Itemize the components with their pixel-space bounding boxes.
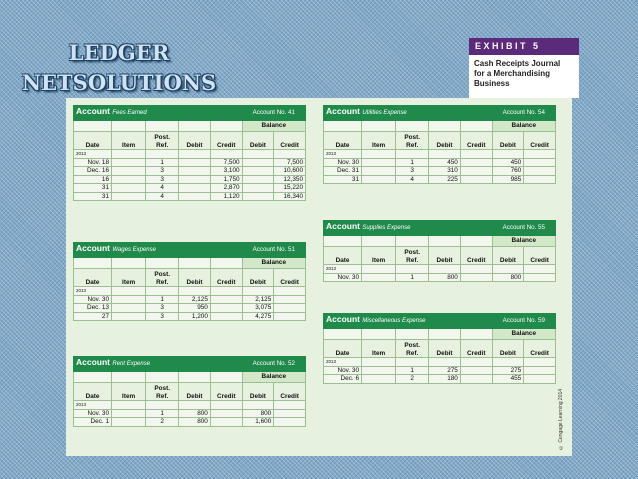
account-number: Account No. 51 <box>242 243 305 258</box>
row-date: Nov. 30 <box>74 409 112 418</box>
row-balance-credit: 10,600 <box>274 167 306 176</box>
row-balance-debit <box>242 158 274 167</box>
row-debit: 950 <box>179 304 211 313</box>
row-date: Dec. 31 <box>324 167 362 176</box>
year-label: 2013 <box>74 401 112 410</box>
col-balance-debit: Debit <box>492 247 524 265</box>
row-post-ref: 2 <box>396 375 429 384</box>
col-date: Date <box>74 132 112 150</box>
row-item <box>362 175 396 184</box>
col-debit: Debit <box>179 269 211 287</box>
row-credit: 1,750 <box>210 175 242 184</box>
row-balance-credit: 16,340 <box>274 192 306 201</box>
row-balance-debit <box>242 184 274 193</box>
exhibit-caption-line1: Cash Receipts Journal <box>474 59 561 68</box>
row-balance-credit <box>524 366 556 375</box>
row-balance-debit: 760 <box>492 167 524 176</box>
table-row <box>74 175 306 184</box>
copyright-note: © Cengage Learning 2014 <box>558 388 564 450</box>
row-balance-credit <box>524 175 556 184</box>
row-date: Dec. 6 <box>324 375 362 384</box>
row-debit: 310 <box>429 167 461 176</box>
col-balance-credit: Credit <box>274 269 306 287</box>
row-debit <box>179 158 211 167</box>
year-label: 2013 <box>324 265 362 274</box>
account-name <box>324 221 493 236</box>
account-title: Wages Expense <box>112 247 156 254</box>
row-balance-debit <box>242 167 274 176</box>
row-credit <box>460 273 492 282</box>
account-title: Miscellaneous Expense <box>362 318 426 325</box>
row-post-ref: 1 <box>396 273 429 282</box>
row-balance-debit: 800 <box>242 409 274 418</box>
row-balance-credit: 12,350 <box>274 175 306 184</box>
account-word: Account <box>326 221 360 232</box>
col-item: Item <box>112 383 146 401</box>
row-date: Dec. 1 <box>74 418 112 427</box>
col-debit: Debit <box>429 132 461 150</box>
row-credit <box>460 366 492 375</box>
ledger-account <box>73 356 306 427</box>
col-item: Item <box>362 247 396 265</box>
col-debit: Debit <box>179 383 211 401</box>
col-balance-credit: Credit <box>274 132 306 150</box>
row-debit: 800 <box>179 409 211 418</box>
col-item: Item <box>362 340 396 358</box>
year-label: 2013 <box>324 358 362 367</box>
balance-header: Balance <box>242 121 305 132</box>
row-balance-debit: 455 <box>492 375 524 384</box>
row-date: 16 <box>74 175 112 184</box>
row-balance-debit: 450 <box>492 158 524 167</box>
row-post-ref: 1 <box>146 409 179 418</box>
row-credit <box>460 158 492 167</box>
year-label: 2013 <box>74 287 112 296</box>
row-post-ref: 1 <box>396 158 429 167</box>
row-debit: 800 <box>429 273 461 282</box>
col-credit: Credit <box>210 269 242 287</box>
row-date: Dec. 13 <box>74 304 112 313</box>
row-item <box>362 366 396 375</box>
row-balance-debit: 2,125 <box>242 295 274 304</box>
table-row <box>324 167 556 176</box>
row-debit: 2,125 <box>179 295 211 304</box>
ledger-account <box>323 220 556 282</box>
col-date: Date <box>324 132 362 150</box>
col-date: Date <box>74 269 112 287</box>
row-date: Nov. 30 <box>324 273 362 282</box>
row-credit <box>210 409 242 418</box>
row-item <box>112 167 146 176</box>
row-balance-credit <box>524 273 556 282</box>
slide-title <box>8 38 230 98</box>
row-credit <box>210 295 242 304</box>
col-balance-credit: Credit <box>524 132 556 150</box>
row-date: 31 <box>74 184 112 193</box>
row-balance-debit: 3,075 <box>242 304 274 313</box>
year-label: 2013 <box>324 150 362 159</box>
row-item <box>362 273 396 282</box>
row-item <box>112 184 146 193</box>
row-item <box>112 312 146 321</box>
row-post-ref: 1 <box>396 366 429 375</box>
row-post-ref: 3 <box>146 175 179 184</box>
col-balance-credit: Credit <box>524 340 556 358</box>
year-label: 2013 <box>74 150 112 159</box>
row-date: Nov. 30 <box>324 366 362 375</box>
col-date: Date <box>324 340 362 358</box>
row-balance-debit: 985 <box>492 175 524 184</box>
col-balance-debit: Debit <box>242 383 274 401</box>
row-balance-debit: 275 <box>492 366 524 375</box>
table-row <box>74 167 306 176</box>
row-date: 31 <box>324 175 362 184</box>
account-number: Account No. 41 <box>242 106 305 121</box>
row-item <box>112 158 146 167</box>
col-balance-debit: Debit <box>492 340 524 358</box>
table-row <box>74 158 306 167</box>
row-post-ref: 1 <box>146 158 179 167</box>
account-word: Account <box>326 106 360 117</box>
row-debit: 1,200 <box>179 312 211 321</box>
account-word: Account <box>76 106 110 117</box>
row-balance-debit: 1,600 <box>242 418 274 427</box>
row-balance-credit <box>524 375 556 384</box>
account-title: Supplies Expense <box>362 225 411 232</box>
col-post-ref: Post. Ref. <box>146 383 179 401</box>
row-credit: 7,500 <box>210 158 242 167</box>
row-date: Nov. 30 <box>74 295 112 304</box>
col-balance-debit: Debit <box>242 269 274 287</box>
row-balance-credit <box>274 312 306 321</box>
row-debit: 225 <box>429 175 461 184</box>
col-debit: Debit <box>429 340 461 358</box>
row-debit: 800 <box>179 418 211 427</box>
slide-title-line1: LEDGER <box>68 40 170 65</box>
row-post-ref: 3 <box>146 167 179 176</box>
col-credit: Credit <box>210 383 242 401</box>
col-date: Date <box>324 247 362 265</box>
account-number: Account No. 59 <box>492 314 555 329</box>
row-balance-debit <box>242 192 274 201</box>
row-balance-debit: 800 <box>492 273 524 282</box>
balance-header: Balance <box>492 329 555 340</box>
table-row <box>74 409 306 418</box>
row-debit <box>179 184 211 193</box>
account-title: Rent Expense <box>112 361 151 368</box>
col-credit: Credit <box>460 132 492 150</box>
row-balance-credit <box>524 158 556 167</box>
row-debit: 450 <box>429 158 461 167</box>
account-name <box>324 314 493 329</box>
ledger-account <box>73 105 306 201</box>
col-debit: Debit <box>179 132 211 150</box>
col-item: Item <box>112 132 146 150</box>
table-row <box>324 158 556 167</box>
table-row <box>324 366 556 375</box>
account-number: Account No. 54 <box>492 106 555 121</box>
account-word: Account <box>76 243 110 254</box>
row-credit <box>460 167 492 176</box>
row-balance-credit <box>274 418 306 427</box>
col-date: Date <box>74 383 112 401</box>
row-post-ref: 2 <box>146 418 179 427</box>
row-item <box>362 158 396 167</box>
account-name <box>74 357 243 372</box>
row-date: Nov. 30 <box>324 158 362 167</box>
col-credit: Credit <box>460 340 492 358</box>
account-name <box>74 243 243 258</box>
table-row <box>324 175 556 184</box>
account-name <box>324 106 493 121</box>
row-credit <box>210 418 242 427</box>
exhibit-caption-line2: for a Merchandising <box>474 69 551 78</box>
row-balance-credit <box>274 304 306 313</box>
table-row <box>74 192 306 201</box>
col-item: Item <box>362 132 396 150</box>
account-number: Account No. 55 <box>492 221 555 236</box>
exhibit-caption <box>469 55 579 89</box>
table-row <box>324 375 556 384</box>
col-post-ref: Post. Ref. <box>146 132 179 150</box>
ledger-account <box>323 105 556 184</box>
row-credit <box>210 312 242 321</box>
slide-title-line2: NETSOLUTIONS <box>21 70 217 95</box>
row-credit: 2,870 <box>210 184 242 193</box>
row-debit <box>179 192 211 201</box>
col-item: Item <box>112 269 146 287</box>
col-credit: Credit <box>460 247 492 265</box>
row-balance-credit <box>274 295 306 304</box>
row-item <box>362 167 396 176</box>
table-row <box>74 312 306 321</box>
row-balance-credit <box>524 167 556 176</box>
row-post-ref: 4 <box>396 175 429 184</box>
row-balance-debit: 4,275 <box>242 312 274 321</box>
col-balance-debit: Debit <box>492 132 524 150</box>
table-row <box>324 273 556 282</box>
row-balance-credit <box>274 409 306 418</box>
table-row <box>74 304 306 313</box>
account-word: Account <box>76 357 110 368</box>
row-post-ref: 3 <box>146 312 179 321</box>
col-debit: Debit <box>429 247 461 265</box>
row-credit: 3,100 <box>210 167 242 176</box>
ledger-account <box>323 313 556 384</box>
account-name <box>74 106 243 121</box>
row-item <box>112 295 146 304</box>
row-item <box>112 304 146 313</box>
row-date: Nov. 18 <box>74 158 112 167</box>
row-post-ref: 3 <box>396 167 429 176</box>
table-row <box>74 295 306 304</box>
row-debit <box>179 167 211 176</box>
balance-header: Balance <box>492 121 555 132</box>
col-post-ref: Post. Ref. <box>146 269 179 287</box>
row-date: Dec. 16 <box>74 167 112 176</box>
balance-header: Balance <box>492 236 555 247</box>
col-balance-debit: Debit <box>242 132 274 150</box>
row-date: 27 <box>74 312 112 321</box>
exhibit-caption-line3: Business <box>474 79 510 88</box>
col-credit: Credit <box>210 132 242 150</box>
col-post-ref: Post. Ref. <box>396 132 429 150</box>
account-word: Account <box>326 314 360 325</box>
col-post-ref: Post. Ref. <box>396 340 429 358</box>
row-debit <box>179 175 211 184</box>
row-item <box>112 418 146 427</box>
row-post-ref: 3 <box>146 304 179 313</box>
row-balance-credit: 7,500 <box>274 158 306 167</box>
account-title: Utilities Expense <box>362 110 407 117</box>
exhibit-tag: EXHIBIT 5 <box>469 38 579 55</box>
row-post-ref: 4 <box>146 192 179 201</box>
row-debit: 275 <box>429 366 461 375</box>
table-row <box>74 184 306 193</box>
row-debit: 180 <box>429 375 461 384</box>
row-post-ref: 4 <box>146 184 179 193</box>
ledger-account <box>73 242 306 321</box>
row-balance-credit: 15,220 <box>274 184 306 193</box>
row-item <box>112 175 146 184</box>
account-title: Fees Earned <box>112 110 147 117</box>
row-item <box>112 409 146 418</box>
row-balance-debit <box>242 175 274 184</box>
row-item <box>112 192 146 201</box>
balance-header: Balance <box>242 372 305 383</box>
row-credit <box>210 304 242 313</box>
exhibit-label-box <box>469 38 579 98</box>
row-credit <box>460 375 492 384</box>
account-number: Account No. 52 <box>242 357 305 372</box>
table-row <box>74 418 306 427</box>
row-credit <box>460 175 492 184</box>
col-balance-credit: Credit <box>274 383 306 401</box>
col-post-ref: Post. Ref. <box>396 247 429 265</box>
row-item <box>362 375 396 384</box>
col-balance-credit: Credit <box>524 247 556 265</box>
row-post-ref: 1 <box>146 295 179 304</box>
row-date: 31 <box>74 192 112 201</box>
row-credit: 1,120 <box>210 192 242 201</box>
balance-header: Balance <box>242 258 305 269</box>
